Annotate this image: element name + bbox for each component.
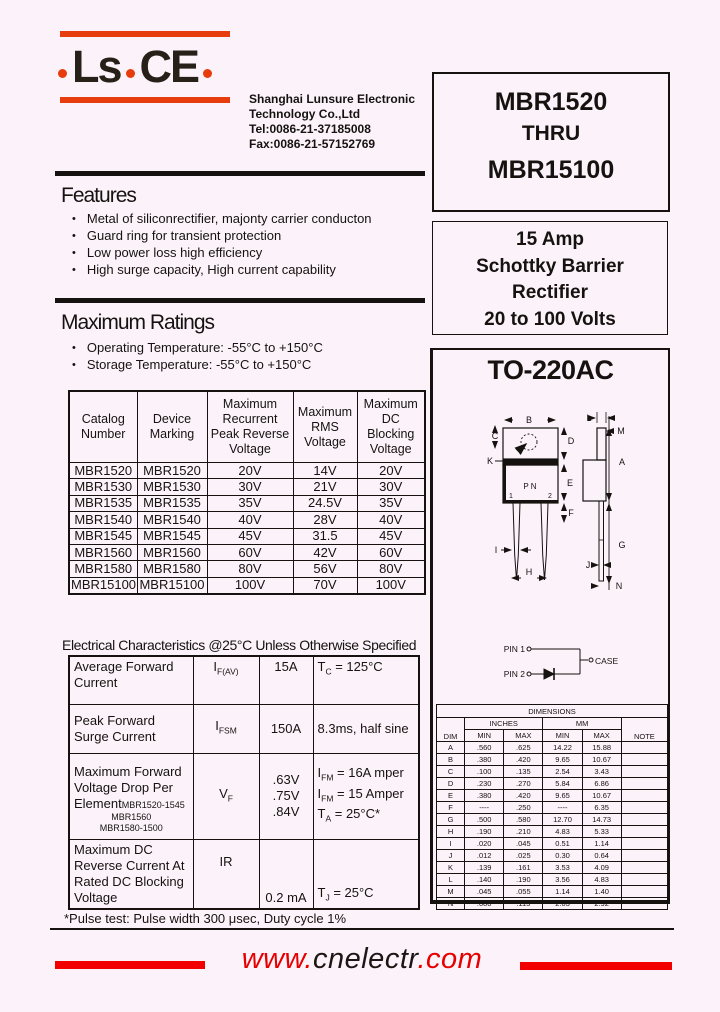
cell: IR [193,839,259,909]
cell: 60V [207,544,293,560]
table-header-cell: Maximum RMS Voltage [293,391,357,463]
max-ratings-heading: Maximum Ratings [61,311,215,334]
cell: 21V [293,479,357,495]
cell: 35V [357,495,425,511]
description-line: 20 to 100 Volts [484,308,616,330]
logo-dot [58,69,67,78]
cell: 30V [207,479,293,495]
dim-label-n: N [615,581,623,591]
cell: 20V [357,463,425,479]
table-row [69,544,425,560]
bullet: • [72,213,76,225]
features-list [72,211,428,279]
table-header-cell: MIN [543,730,582,742]
table-row [69,577,425,594]
cell: 70V [293,577,357,594]
divider [50,928,674,930]
dim-label-b: B [525,415,533,425]
features-heading: Features [61,184,136,207]
footer-url-com: .com [417,943,483,975]
cell: MBR1540 [69,512,137,528]
cell: MBR1520 [137,463,207,479]
dim-label-l: L [586,413,592,423]
table-row: H .190 .210 4.83 5.33 [437,826,668,838]
logo [58,41,212,92]
footer-bar-left [55,961,205,969]
cell: MBR1530 [69,479,137,495]
cell: 24.5V [293,495,357,511]
bullet: • [72,230,76,242]
cell: MBR1540 [137,512,207,528]
table-row [69,512,425,528]
logo-dot [126,69,135,78]
part-number-line: MBR1520 [494,88,608,116]
company-line: Technology Co.,Ltd [249,107,361,121]
table-header-cell: Maximum DC Blocking Voltage [357,391,425,463]
cell: 45V [357,528,425,544]
pin-circuit [527,647,593,680]
table-row: J .012 .025 0.30 0.64 [437,850,668,862]
table-row: M .045 .055 1.14 1.40 [437,886,668,898]
footnote: *Pulse test: Pulse width 300 μsec, Duty cycle 1% [64,911,347,926]
footer-url-www: www. [241,943,313,975]
dim-label-f: F [568,508,574,518]
cell: MBR1530 [137,479,207,495]
table-row: I .020 .045 0.51 1.14 [437,838,668,850]
cell: $V_F$ [193,753,259,839]
dim-label-i: I [494,545,498,555]
cell: Maximum DC Reverse Current At Rated DC Blocking Voltage [69,839,193,909]
cell: MBR15100 [137,577,207,594]
table-header-cell: Catalog Number [69,391,137,463]
table-row: N .080 .115 2.03 2.92 [437,898,668,910]
cell: 56V [293,561,357,577]
divider [55,171,425,176]
dim-label-k: K [486,456,494,466]
table-header-cell: MAX [582,730,621,742]
logo-bar-bottom [60,97,230,103]
table-header-cell: MIN [465,730,504,742]
cell: $I_{FM} = 16A$ mper $I_{FM} = 15$ Amper $T_A = 25^\circ C*$ [313,753,419,839]
logo-word: CE [139,41,199,92]
diode-symbol [544,669,554,679]
cell: 40V [357,512,425,528]
package-title: TO-220AC [487,355,614,385]
pin1-number: 1 [509,493,513,500]
cell: 8.3ms, half sine [313,704,419,753]
table-row: K .139 .161 3.53 4.09 [437,862,668,874]
cell: MBR1545 [69,528,137,544]
table-row: B .380 .420 9.65 10.67 [437,754,668,766]
cell: MBR1520 [69,463,137,479]
cell: MBR1560 [137,544,207,560]
footer-bar-right [520,962,672,970]
table-header-cell: DIM [437,718,465,742]
dim-label-c: C [491,431,499,441]
dim-label-g: G [618,540,626,550]
table-row: A .560 .625 14.22 15.88 [437,742,668,754]
table-title: DIMENSIONS [437,705,668,718]
cell: MBR1580 [69,561,137,577]
cell: MBR1535 [137,495,207,511]
dim-label-m: M [617,426,625,436]
cell: 14V [293,463,357,479]
case-label: CASE [595,656,619,666]
company-info [249,92,429,152]
table-row [69,753,419,839]
cell: 31.5 [293,528,357,544]
list-item: • Operating Temperature: -55°C to +150°C [72,340,323,355]
table-header-cell: INCHES [465,718,543,730]
cell: $T_J = 25^\circ C$ [313,839,419,909]
cell: MBR1545 [137,528,207,544]
cell: 45V [207,528,293,544]
table-row: L .140 .190 3.56 4.83 [437,874,668,886]
ec-table [68,655,420,910]
table-row [69,704,419,753]
to220-package-drawing [433,390,668,702]
cell: 100V [357,577,425,594]
dim-label-e: E [566,478,574,488]
table-header-cell: MAX [504,730,543,742]
bullet: • [72,342,76,354]
cell: 100V [207,577,293,594]
max-ratings-list [72,340,428,374]
body-marking: P N [523,482,537,491]
front-view [503,428,558,580]
dim-label-a: A [618,457,626,467]
cell: 15A [259,656,313,704]
table-row [69,528,425,544]
table-header-cell: Maximum Recurrent Peak Reverse Voltage [207,391,293,463]
description-line: Schottky Barrier [476,255,624,277]
side-view-dimension-arrows [590,412,614,586]
pin2-number: 2 [548,493,552,500]
company-line: Tel:0086-21-37185008 [249,122,371,136]
list-item: • Metal of siliconrectifier, majonty carrier conducton [72,211,372,226]
cell: 20V [207,463,293,479]
table-header-cell: Device Marking [137,391,207,463]
footer-url [212,943,512,976]
list-item: • High surge capacity, High current capability [72,262,336,277]
table-row: D .230 .270 5.84 6.86 [437,778,668,790]
cell: Average Forward Current [69,656,193,704]
company-line: Fax:0086-21-57152769 [249,137,376,151]
ec-title: Electrical Characteristics @25°C Unless Otherwise Specified [62,637,417,653]
table-header-cell: NOTE [621,718,667,742]
cell: 30V [357,479,425,495]
cell: 28V [293,512,357,528]
logo-dot [203,69,212,78]
cell: 0.2 mA [259,839,313,909]
pin2-label: PIN 2 [503,669,525,679]
description-line: Rectifier [511,282,589,303]
cell: 35V [207,495,293,511]
description-box [432,221,668,335]
cell: MBR1535 [69,495,137,511]
table-row [69,479,425,495]
cell: MBR1580 [137,561,207,577]
table-header-row [437,718,668,730]
logo-word: Ls [72,41,121,92]
table-row: C .100 .135 2.54 3.43 [437,766,668,778]
cell: .63V .75V .84V [259,753,313,839]
cell: 80V [207,561,293,577]
cell: MBR15100 [71,577,137,593]
list-item: • Guard ring for transient protection [72,228,282,243]
cell: $I_{FSM}$ [193,704,259,753]
description-line: 15 Amp [516,229,584,250]
list-item: • Storage Temperature: -55°C to +150°C [72,357,312,372]
cell: 150A [259,704,313,753]
ratings-table [68,390,426,595]
dim-label-d: D [567,436,575,446]
cell: 60V [357,544,425,560]
bullet: • [72,264,76,276]
part-number-line: THRU [521,122,581,145]
table-row: F ---- .250 ---- 6.35 [437,802,668,814]
table-row [69,839,419,909]
part-number-box [432,72,670,212]
cell: $I_{F(AV)}$ [193,656,259,704]
dimensions-table [436,704,668,910]
list-item: • Low power loss high efficiency [72,245,263,260]
table-header-row [69,391,425,463]
cell: Peak Forward Surge Current [69,704,193,753]
dim-label-h: H [525,567,533,577]
bullet: • [72,247,76,259]
table-row [69,561,425,577]
cell: $T_C = 125^\circ C$ [313,656,419,704]
cell: 40V [207,512,293,528]
table-row [69,495,425,511]
cell: 42V [293,544,357,560]
logo-bar-top [60,31,230,37]
footer-url-domain: cnelectr [312,943,418,975]
divider [55,298,425,303]
table-row [69,656,419,704]
company-line: Shanghai Lunsure Electronic [249,92,416,106]
dim-label-j: J [585,560,591,570]
cell: Maximum Forward Voltage Drop Per ElementMBR1520-1545 MBR1560 MBR1580-1500 [69,753,193,839]
cell: 80V [357,561,425,577]
table-row: E .380 .420 9.65 10.67 [437,790,668,802]
package-box [430,348,670,908]
table-header-row [437,705,668,718]
table-row [69,463,425,479]
part-number-line: MBR15100 [487,156,615,184]
table-header-cell: MM [543,718,621,730]
pin1-label: PIN 1 [503,644,525,654]
table-row: G .500 .580 12.70 14.73 [437,814,668,826]
cell: MBR1560 [69,544,137,560]
bullet: • [72,359,76,371]
